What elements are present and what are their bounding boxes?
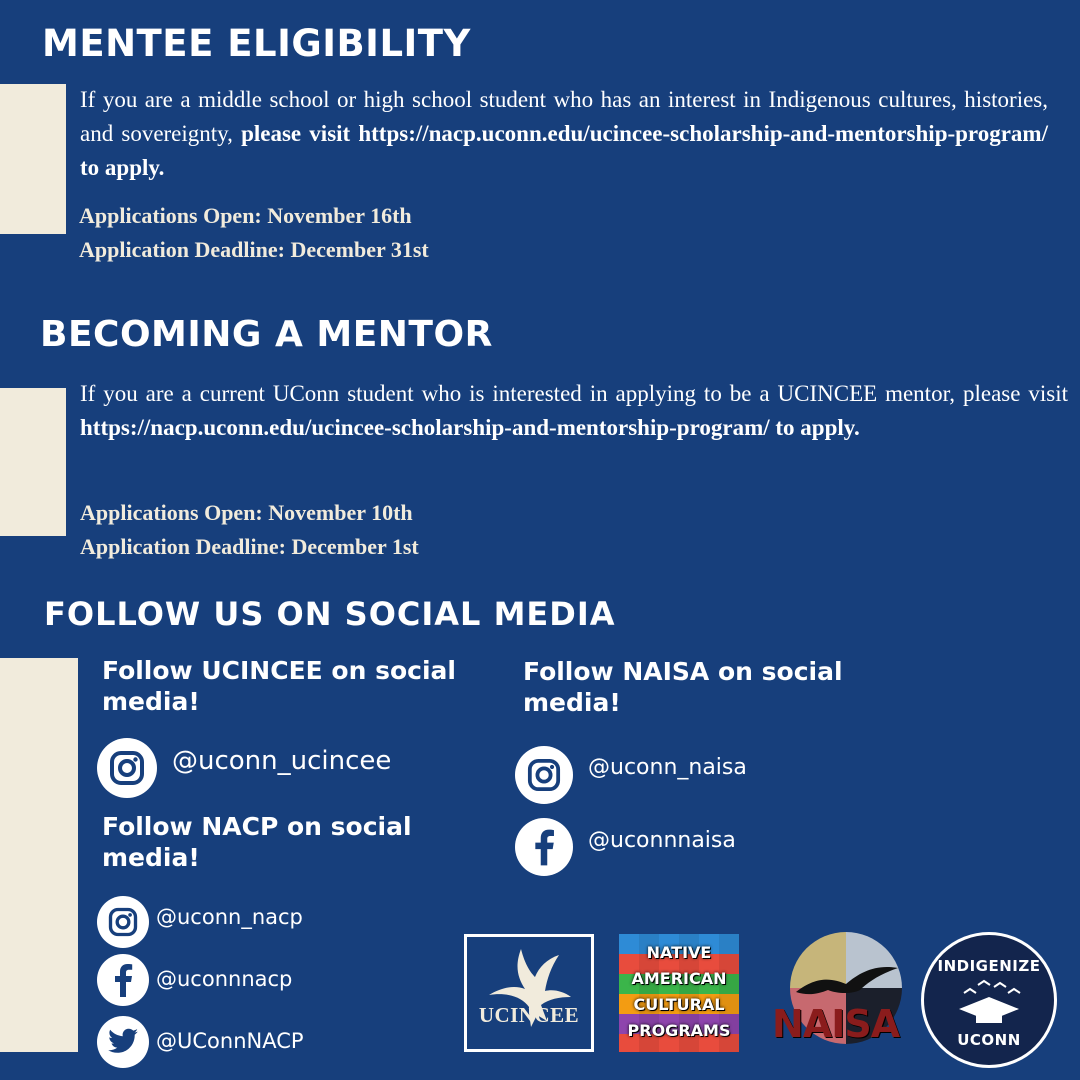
nacp-twitter-icon[interactable] (97, 1016, 149, 1068)
mentor-applications-open: Applications Open: November 10th (80, 500, 413, 525)
mentee-accent-bar (0, 84, 66, 234)
indigenize-uconn-logo (921, 932, 1057, 1068)
indigenize-logo-top-text: INDIGENIZE (937, 957, 1041, 975)
mentee-application-deadline: Application Deadline: December 31st (79, 237, 429, 262)
nacp-twitter-handle[interactable]: @UConnNACP (156, 1029, 304, 1053)
nacp-logo-line1: NATIVE (646, 943, 712, 962)
mentor-heading: BECOMING A MENTOR (40, 314, 493, 355)
nacp-logo-line2: AMERICAN (631, 969, 727, 988)
ucincee-instagram-icon[interactable] (97, 738, 157, 798)
nacp-facebook-handle[interactable]: @uconnnacp (156, 967, 293, 991)
mentee-apply-link[interactable]: please visit https://nacp.uconn.edu/ucincee-scholarship-and-mentorship-program/ to apply. (80, 121, 1048, 180)
eagle-icon (467, 937, 591, 1049)
naisa-logo (768, 928, 918, 1052)
naisa-social-title: Follow NAISA on social media! (523, 657, 843, 717)
naisa-instagram-handle[interactable]: @uconn_naisa (588, 755, 747, 780)
nacp-social-title: Follow NACP on social media! (102, 812, 412, 872)
indigenize-logo-bottom-text: UCONN (957, 1031, 1021, 1049)
naisa-instagram-icon[interactable] (515, 746, 573, 804)
mentor-dates (80, 496, 419, 564)
ucincee-logo (464, 934, 594, 1052)
naisa-facebook-icon[interactable] (515, 818, 573, 876)
nacp-instagram-handle[interactable]: @uconn_nacp (156, 905, 303, 929)
mentor-accent-bar (0, 388, 66, 536)
mentee-description (80, 83, 1048, 185)
mentee-description-text: If you are a middle school or high school student who has an interest in Indigenous cultures, histories, and sovereignty, (80, 87, 1048, 146)
ucincee-logo-text: UCINCEE (478, 1003, 580, 1027)
nacp-instagram-icon[interactable] (97, 896, 149, 948)
ucincee-social-title: Follow UCINCEE on social media! (102, 656, 456, 716)
nacp-logo-line3: CULTURAL (633, 995, 725, 1014)
mentee-dates (79, 199, 429, 267)
social-heading: FOLLOW US ON SOCIAL MEDIA (44, 595, 616, 633)
mentee-heading: MENTEE ELIGIBILITY (42, 22, 471, 65)
mentee-applications-open: Applications Open: November 16th (79, 203, 412, 228)
ucincee-instagram-handle[interactable]: @uconn_ucincee (172, 746, 392, 776)
mentor-description (80, 377, 1068, 445)
mentor-apply-link[interactable]: https://nacp.uconn.edu/ucincee-scholarship-and-mentorship-program/ to apply. (80, 415, 860, 440)
naisa-facebook-handle[interactable]: @uconnnaisa (588, 828, 736, 853)
naisa-logo-text: NAISA (772, 1002, 900, 1046)
mentor-application-deadline: Application Deadline: December 1st (80, 534, 419, 559)
nacp-logo-line4: PROGRAMS (627, 1021, 731, 1040)
social-accent-bar (0, 658, 78, 1052)
mentor-description-text: If you are a current UConn student who is interested in applying to be a UCINCEE mentor, please visit (80, 381, 1068, 406)
nacp-facebook-icon[interactable] (97, 954, 149, 1006)
nacp-logo (619, 934, 739, 1052)
